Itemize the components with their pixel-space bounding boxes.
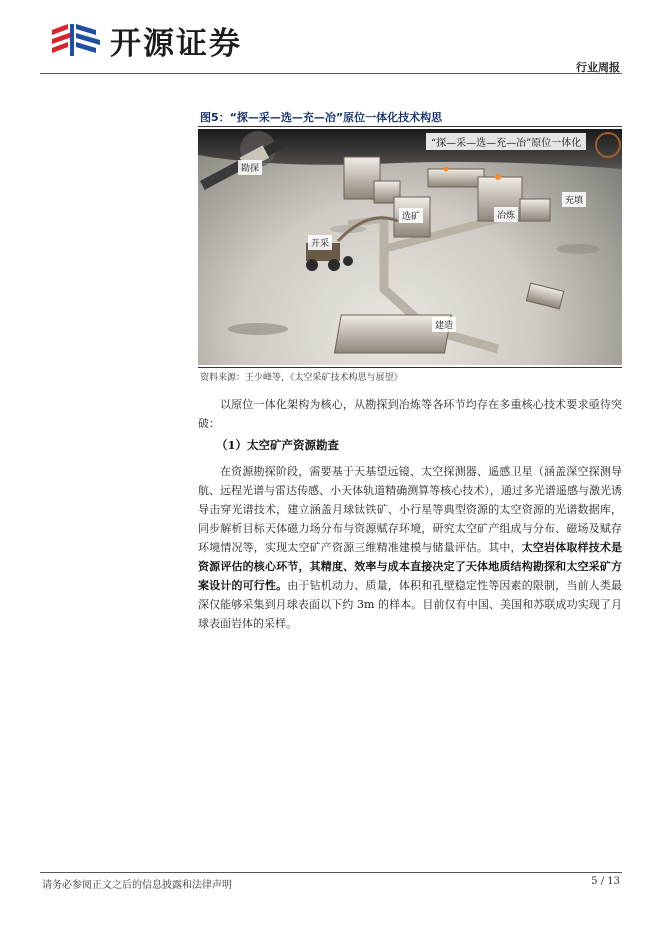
paragraph-emphasis: 太空岩体取样技术是资源评估的核心环节，其精度、效率与成本直接决定了天体地质结构勘探和太空采矿方案设计的可行性。 xyxy=(198,541,622,592)
footer-divider xyxy=(40,872,622,873)
label-mining: 开采 xyxy=(308,235,332,250)
brand-name: 开源证券 xyxy=(110,25,242,62)
label-exploration: 勘探 xyxy=(238,160,262,175)
paragraph-text: 在资源勘探阶段，需要基于天基望远镜、太空探测器、遥感卫星（涵盖深空探测导航、远程光谱与雷达传感、小天体轨道精确测算等核心技术），通过多光谱遥感与激光诱导击穿光谱技术，建立涵盖月球钛铁矿、小行星等典型资源的太空资源的光谱数据库，同步解析目标天体磁力场分布与资源赋存环境，研究太空矿产组成与分布、磁场及赋存环境情况等，实现太空矿产资源三维精准建模与储量评估。其中， xyxy=(198,465,622,554)
figure-source: 资料来源：王少峰等，《太空采矿技术构思与展望》 xyxy=(200,373,403,383)
brand-logo xyxy=(46,18,246,62)
label-backfill: 充填 xyxy=(562,192,586,207)
label-beneficiation: 选矿 xyxy=(399,208,423,223)
figure-inner-title: “探—采—选—充—冶”原位一体化 xyxy=(426,133,586,150)
figure-image xyxy=(198,129,622,365)
intro-paragraph: 以原位一体化架构为核心，从勘探到冶炼等各环节均存在多重核心技术要求亟待突破： xyxy=(198,398,622,430)
page-number: 5 / 13 xyxy=(591,876,620,887)
figure-caption: 图5：“探—采—选—充—冶”原位一体化技术构思 xyxy=(200,111,443,124)
paragraph-tail: 由于钻机动力、质量，体积和孔壁稳定性等因素的限制，当前人类最深仅能够采集到月球表面以下约 3m 的样本。目前仅有中国、美国和苏联成功实现了月球表面岩体的采样。 xyxy=(198,579,622,630)
header-divider xyxy=(40,73,622,74)
figure-bottom-rule xyxy=(198,367,622,368)
section-heading: （1）太空矿产资源勘查 xyxy=(216,438,340,452)
label-smelting: 冶炼 xyxy=(494,207,518,222)
figure-top-rule xyxy=(198,126,622,127)
body-paragraph xyxy=(198,462,622,633)
report-type: 行业周报 xyxy=(576,61,620,74)
label-construction: 建造 xyxy=(432,317,456,332)
footer-disclaimer: 请务必参阅正文之后的信息披露和法律声明 xyxy=(42,880,232,891)
brand-mark-icon xyxy=(46,20,106,60)
